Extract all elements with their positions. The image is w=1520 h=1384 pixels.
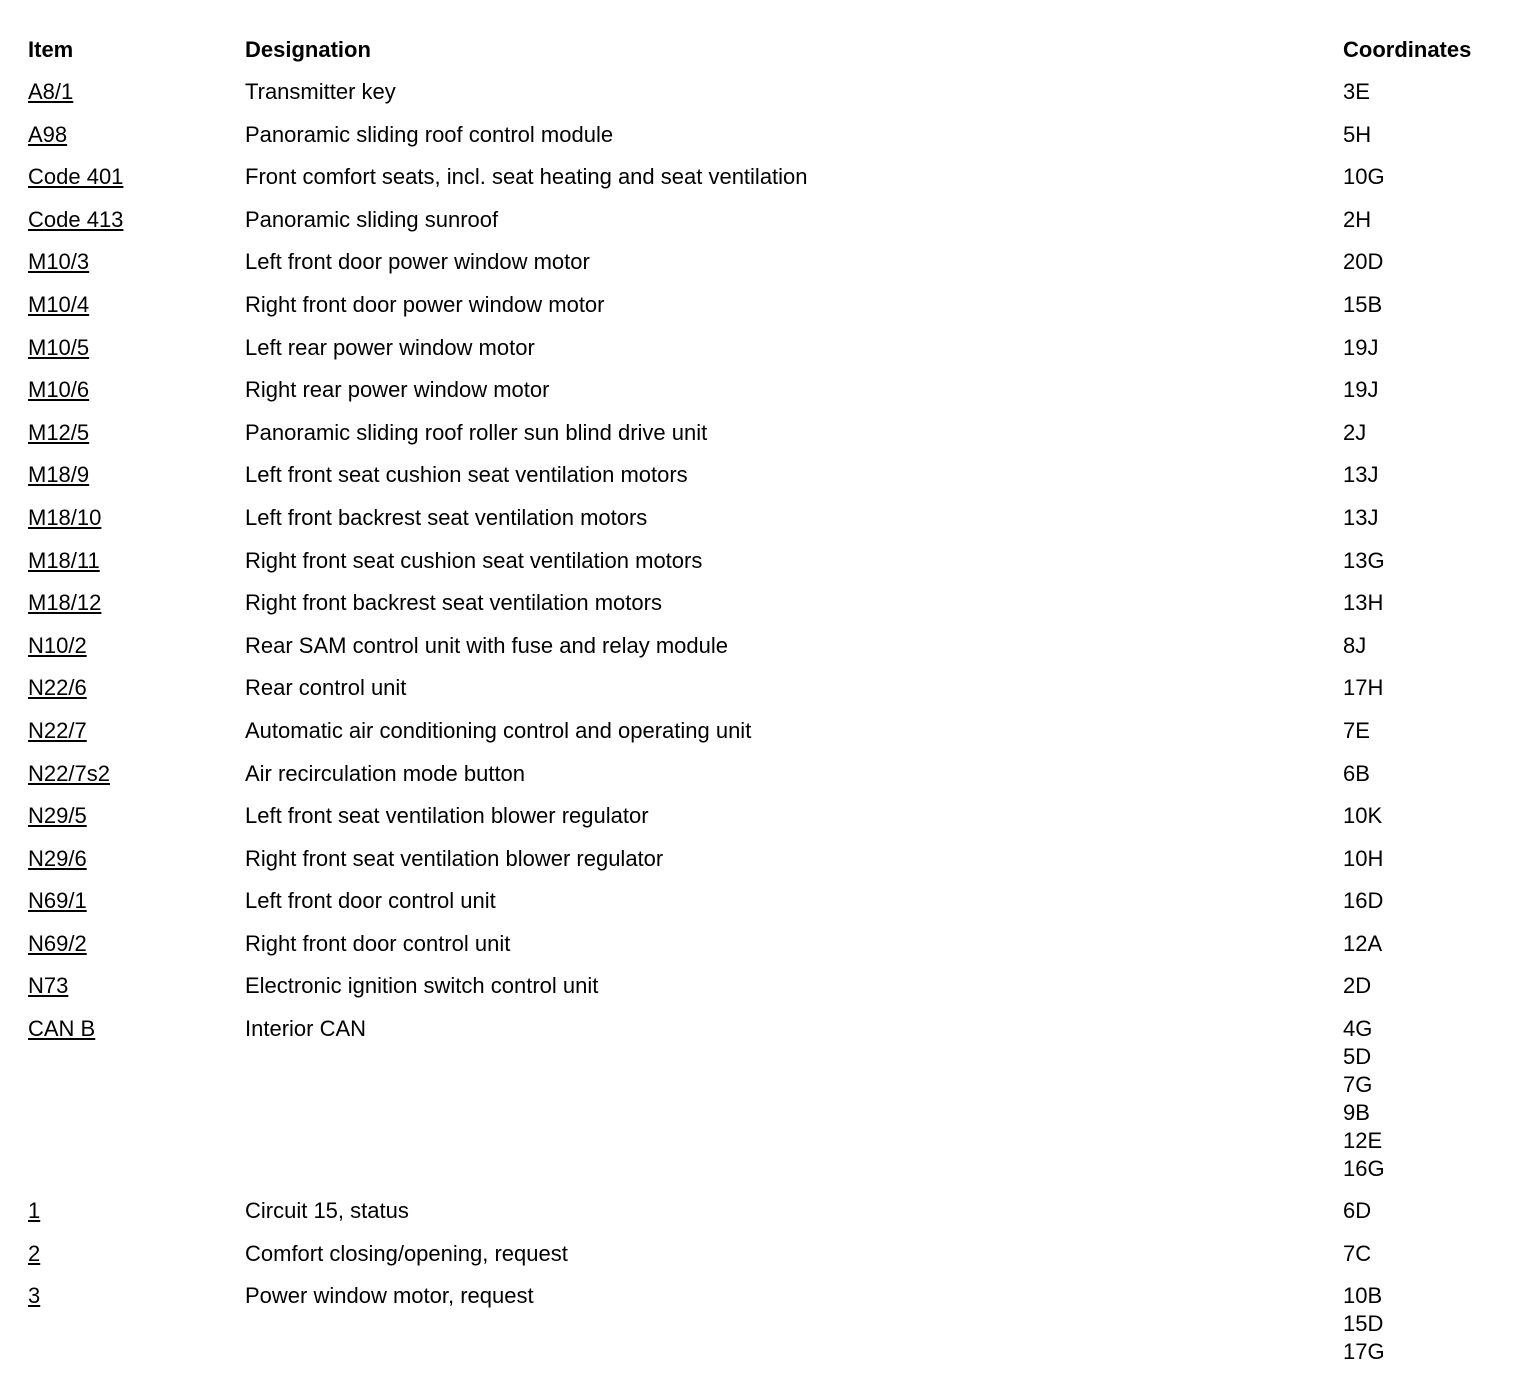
- item-link[interactable]: M10/6: [28, 377, 90, 403]
- coordinates-cell: [1343, 972, 1508, 1000]
- designation-cell: Interior CAN: [245, 1016, 367, 1042]
- designation-cell: Rear control unit: [245, 675, 407, 701]
- designation-cell: Air recirculation mode button: [245, 760, 526, 786]
- table-row: [28, 802, 1508, 845]
- designation-cell: Left front seat cushion seat ventilation motors: [245, 462, 688, 488]
- coordinates-cell: [1343, 1015, 1508, 1183]
- coordinates-cell: [1343, 376, 1508, 404]
- coordinates-cell: [1343, 291, 1508, 319]
- item-cell: [28, 1015, 245, 1043]
- item-cell: [28, 504, 245, 532]
- item-link[interactable]: M18/9: [28, 462, 90, 488]
- item-link[interactable]: N22/7s2: [28, 760, 110, 786]
- coordinate-value: 4G: [1343, 1016, 1373, 1042]
- designation-cell: Transmitter key: [245, 79, 396, 104]
- coordinates-cell: [1343, 632, 1508, 660]
- item-link[interactable]: CAN B: [28, 1016, 96, 1042]
- coordinate-value: 3E: [1343, 79, 1370, 104]
- item-cell: [28, 887, 245, 915]
- designation-cell: Left front backrest seat ventilation motors: [245, 504, 648, 530]
- item-link[interactable]: M10/5: [28, 334, 90, 360]
- header-designation: Designation: [245, 37, 371, 62]
- coordinate-value: 12E: [1343, 1128, 1383, 1154]
- table-row: [28, 291, 1508, 334]
- item-link[interactable]: 3: [28, 1283, 41, 1309]
- item-cell: [28, 674, 245, 702]
- coordinate-value: 6D: [1343, 1198, 1372, 1224]
- coordinate-value: 7C: [1343, 1240, 1372, 1266]
- item-link[interactable]: Code 413: [28, 206, 124, 232]
- coordinates-cell: [1343, 547, 1508, 575]
- designation-cell: Comfort closing/opening, request: [245, 1240, 568, 1266]
- coordinates-cell: [1343, 334, 1508, 362]
- coordinate-value: 7E: [1343, 717, 1370, 743]
- item-cell: [28, 1282, 245, 1310]
- table-row: [28, 930, 1508, 973]
- coordinates-cell: [1343, 845, 1508, 873]
- coordinates-cell: [1343, 760, 1508, 788]
- coordinate-value: 10H: [1343, 845, 1384, 871]
- designation-cell: Automatic air conditioning control and operating unit: [245, 717, 752, 743]
- coordinate-value: 9B: [1343, 1100, 1370, 1126]
- item-link[interactable]: M10/3: [28, 249, 90, 275]
- table-row: [28, 334, 1508, 377]
- coordinates-cell: [1343, 121, 1508, 149]
- designation-cell: Left front door power window motor: [245, 249, 590, 275]
- designation-cell: Left front seat ventilation blower regulator: [245, 803, 649, 829]
- table-row: [28, 1282, 1508, 1380]
- designation-cell: Circuit 15, status: [245, 1198, 409, 1224]
- designation-cell: Right front door power window motor: [245, 291, 605, 317]
- coordinate-value: 7G: [1343, 1072, 1373, 1098]
- table-row: [28, 163, 1508, 206]
- designation-cell: Right front seat ventilation blower regulator: [245, 845, 664, 871]
- table-header: [28, 36, 1508, 78]
- item-cell: [28, 717, 245, 745]
- item-link[interactable]: N22/7: [28, 717, 87, 743]
- table-row: [28, 1197, 1508, 1240]
- table-row: [28, 461, 1508, 504]
- designation-cell: Panoramic sliding sunroof: [245, 206, 499, 232]
- item-cell: [28, 589, 245, 617]
- item-cell: [28, 419, 245, 447]
- coordinate-value: 16D: [1343, 888, 1384, 914]
- coordinate-value: 19J: [1343, 334, 1379, 360]
- coordinate-value: 17G: [1343, 1339, 1385, 1365]
- item-cell: [28, 972, 245, 1000]
- coordinate-value: 19J: [1343, 377, 1379, 403]
- coordinate-value: 10K: [1343, 803, 1383, 829]
- designation-cell: Rear SAM control unit with fuse and relay module: [245, 632, 729, 658]
- table-row: [28, 674, 1508, 717]
- item-cell: [28, 760, 245, 788]
- item-link[interactable]: N10/2: [28, 632, 87, 658]
- table-row: [28, 248, 1508, 291]
- item-cell: [28, 802, 245, 830]
- coordinate-value: 2D: [1343, 973, 1372, 999]
- coordinates-cell: [1343, 674, 1508, 702]
- coordinate-value: 5H: [1343, 121, 1372, 147]
- item-link[interactable]: N73: [28, 973, 69, 999]
- item-cell: [28, 163, 245, 191]
- item-cell: [28, 845, 245, 873]
- table-row: [28, 632, 1508, 675]
- table-row: [28, 887, 1508, 930]
- item-cell: [28, 121, 245, 149]
- item-link[interactable]: M18/10: [28, 504, 102, 530]
- designation-cell: Right front backrest seat ventilation motors: [245, 590, 662, 616]
- coordinate-value: 2H: [1343, 206, 1372, 232]
- item-link[interactable]: N29/5: [28, 803, 87, 829]
- item-cell: [28, 291, 245, 319]
- coordinates-cell: [1343, 802, 1508, 830]
- component-legend-table: [28, 36, 1508, 1380]
- designation-cell: Power window motor, request: [245, 1283, 534, 1309]
- item-link[interactable]: M10/4: [28, 291, 90, 317]
- item-cell: [28, 461, 245, 489]
- coordinate-value: 17H: [1343, 675, 1384, 701]
- designation-cell: Left front door control unit: [245, 888, 496, 914]
- designation-cell: Panoramic sliding roof control module: [245, 121, 614, 147]
- coordinate-value: 13J: [1343, 462, 1379, 488]
- header-coordinates: Coordinates: [1343, 37, 1472, 62]
- coordinate-value: 8J: [1343, 632, 1367, 658]
- coordinates-cell: [1343, 1240, 1508, 1268]
- table-row: [28, 206, 1508, 249]
- item-cell: [28, 547, 245, 575]
- coordinate-value: 13J: [1343, 504, 1379, 530]
- table-row: [28, 1015, 1508, 1197]
- table-row: [28, 78, 1508, 121]
- item-link[interactable]: 1: [28, 1198, 41, 1224]
- coordinate-value: 6B: [1343, 760, 1370, 786]
- coordinate-value: 10B: [1343, 1283, 1383, 1309]
- coordinate-value: 16G: [1343, 1156, 1385, 1182]
- coordinate-value: 5D: [1343, 1044, 1372, 1070]
- table-row: [28, 547, 1508, 590]
- coordinate-value: 13H: [1343, 590, 1384, 616]
- item-link[interactable]: N29/6: [28, 845, 87, 871]
- item-link[interactable]: A8/1: [28, 79, 74, 104]
- item-link[interactable]: 2: [28, 1240, 41, 1266]
- item-link[interactable]: Code 401: [28, 164, 124, 190]
- table-row: [28, 845, 1508, 888]
- coordinates-cell: [1343, 930, 1508, 958]
- item-cell: [28, 1240, 245, 1268]
- table-row: [28, 972, 1508, 1015]
- item-link[interactable]: N69/2: [28, 930, 87, 956]
- table-row: [28, 1240, 1508, 1283]
- coordinates-cell: [1343, 163, 1508, 191]
- coordinates-cell: [1343, 248, 1508, 276]
- coordinates-cell: [1343, 504, 1508, 532]
- table-row: [28, 760, 1508, 803]
- coordinate-value: 12A: [1343, 930, 1383, 956]
- designation-cell: Electronic ignition switch control unit: [245, 973, 599, 999]
- table-row: [28, 589, 1508, 632]
- coordinates-cell: [1343, 461, 1508, 489]
- item-cell: [28, 1197, 245, 1225]
- item-link[interactable]: M18/12: [28, 590, 102, 616]
- item-link[interactable]: N22/6: [28, 675, 87, 701]
- coordinate-value: 15B: [1343, 291, 1383, 317]
- table-row: [28, 121, 1508, 164]
- coordinate-value: 10G: [1343, 164, 1385, 190]
- designation-cell: Panoramic sliding roof roller sun blind drive unit: [245, 419, 708, 445]
- designation-cell: Left rear power window motor: [245, 334, 535, 360]
- table-body: [28, 78, 1508, 1380]
- header-item: Item: [28, 37, 74, 62]
- coordinate-value: 15D: [1343, 1311, 1384, 1337]
- item-link[interactable]: M12/5: [28, 419, 90, 445]
- coordinates-cell: [1343, 1197, 1508, 1225]
- coordinates-cell: [1343, 419, 1508, 447]
- coordinate-value: 20D: [1343, 249, 1384, 275]
- coordinates-cell: [1343, 1282, 1508, 1366]
- coordinates-cell: [1343, 589, 1508, 617]
- item-link[interactable]: A98: [28, 121, 68, 147]
- item-cell: [28, 206, 245, 234]
- table-row: [28, 419, 1508, 462]
- table-row: [28, 376, 1508, 419]
- table-row: [28, 717, 1508, 760]
- item-cell: [28, 334, 245, 362]
- coordinate-value: 2J: [1343, 419, 1367, 445]
- designation-cell: Front comfort seats, incl. seat heating and seat ventilation: [245, 164, 808, 190]
- coordinates-cell: [1343, 717, 1508, 745]
- item-cell: [28, 376, 245, 404]
- designation-cell: Right front door control unit: [245, 930, 511, 956]
- item-link[interactable]: M18/11: [28, 547, 100, 573]
- designation-cell: Right rear power window motor: [245, 377, 550, 403]
- coordinates-cell: [1343, 78, 1508, 106]
- item-link[interactable]: N69/1: [28, 888, 87, 914]
- item-cell: [28, 632, 245, 660]
- coordinate-value: 13G: [1343, 547, 1385, 573]
- coordinates-cell: [1343, 887, 1508, 915]
- item-cell: [28, 248, 245, 276]
- item-cell: [28, 78, 245, 106]
- item-cell: [28, 930, 245, 958]
- table-row: [28, 504, 1508, 547]
- coordinates-cell: [1343, 206, 1508, 234]
- designation-cell: Right front seat cushion seat ventilation motors: [245, 547, 703, 573]
